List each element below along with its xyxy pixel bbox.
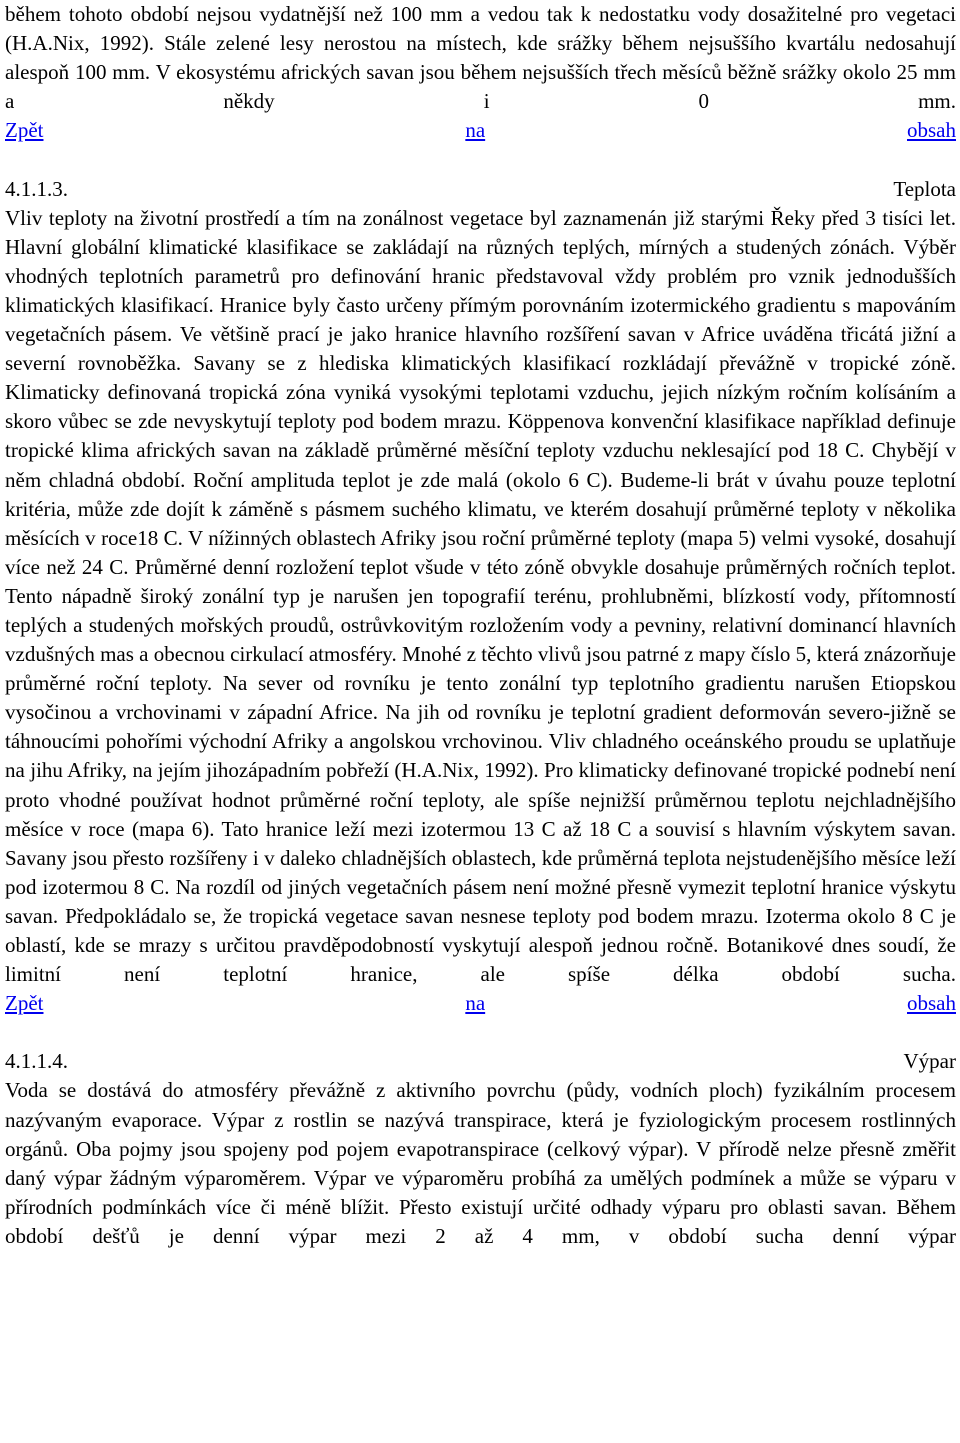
link-back[interactable]: Zpět [5,991,44,1016]
paragraph-temperature: Vliv teploty na životní prostředí a tím na zonálnost vegetace byl zaznamenán již starými Řeky před 3 tisíci let. Hlavní globální klimatické klasifikace se zakládají na různých teplých, mírných a studených zónách. Výběr vhodných teplotních parametrů pro definování hranic představoval vždy problém pro vznik jednodušších klimatických klasifikací. Hranice byly často určeny přímým porovnáním izotermického gradientu s mapováním vegetačních pásem. Ve většině prací je jako hranice hlavního rozšíření savan v Africe uváděna třicátá jižní a severní rovnoběžka. Savany se z hlediska klimatických klasifikací rozkládají převážně v tropické zóně. Klimaticky definovaná tropická zóna vyniká vysokými teplotami vzduchu, jejich nízkým ročním kolísáním a skoro vůbec se zde nevyskytují teploty pod bodem mrazu. Köppenova konvenční klasifikace například definuje tropické klima afrických savan na základě průměrné měsíční teploty vzduchu neklesající pod 18 C. Chybějí v něm chladná období. Roční amplituda teplot je zde malá (okolo 6 C). Budeme-li brát v úvahu pouze teplotní kritéria, může zde dojít k záměně s pásmem suchého klimatu, ve kterém dosahují průměrné teploty v několika měsících v roce18 C. V nížinných oblastech Afriky jsou roční průměrné teploty (mapa 5) velmi vysoké, dosahují více než 24 C. Průměrné denní rozložení teplot všude v této zóně obvykle dosahuje průměrných ročních teplot. Tento nápadně široký zonální typ je narušen jen topografií terénu, prohlubněmi, blízkostí vody, přítomností teplých a studených mořských proudů, ostrůvkovitým rozložením vody a pevniny, relativní dominancí hlavních vzdušných mas a obecnou cirkulací atmosféry. Mnohé z těchto vlivů jsou patrné z mapy číslo 5, která znázorňuje průměrné roční teploty. Na sever od rovníku je tento zonální typ teplotního gradientu narušen Etiopskou vysočinou a vrchovinami v západní Africe. Na jih od rovníku je teplotní gradient deformován severo-jižně se táhnoucími pohořími východní Afriky a angolskou vrchovinou. Vliv chladného oceánského proudu se uplatňuje na jihu Afriky, na jejím jihozápadním pobřeží (H.A.Nix, 1992). Pro klimaticky definované tropické podnebí není proto vhodné používat hodnot průměrné roční teploty, ale spíše nejnižší průměrnou teplotu nejchladnějšího měsíce v roce (mapa 6). Tato hranice leží mezi izotermou 13 C až 18 C a souvisí s hlavním výskytem savan. Savany jsou přesto rozšířeny i v daleko chladnějších oblastech, kde průměrná teplota nejstudenějšího měsíce leží pod izotermou 8 C. Na rozdíl od jiných vegetačních pásem není možné přesně vymezit teplotní hranice výskytu savan. Předpokládalo se, že tropická vegetace savan nesnese teploty pod bodem mrazu. Izoterma okolo 8 C je oblastí, kde se mrazy s určitou pravděpodobností vyskytují alespoň jednou ročně. Botanikové dnes soudí, že limitní není teplotní hranice, ale spíše délka období sucha. [5,205,956,987]
section-title: Teplota [893,176,956,201]
link-to[interactable]: na [465,991,486,1016]
paragraph-evaporation: Voda se dostává do atmosféry převážně z aktivního povrchu (půdy, vodních ploch) fyzikálním procesem nazývaným evaporace. Výpar z rostlin se nazývá transpirace, která je fyziologickým procesem rostlinných orgánů. Oba pojmy jsou spojeny pod pojem evapotranspirace (celkový výpar). V přírodě nelze přesně změřit daný výpar žádným výparoměrem. Výpar ve výparoměru probíhá za umělých podmínek a může se výparu v přírodních podmínkách více či méně blížit. Přesto existují určité odhady výparu pro oblasti savan. Během období dešťů je denní výpar mezi 2 až 4 mm, v období sucha denní výpar [5,1078,956,1248]
blank-line [5,1018,956,1047]
paragraph-precipitation: během tohoto období nejsou vydatnější než 100 mm a vedou tak k nedostatku vody dosažitelné pro vegetaci (H.A.Nix, 1992). Stále zelené lesy nerostou na místech, kde srážky během nejsuššího kvartálu nedosahují alespoň 100 mm. V ekosystému afrických savan jsou během nejsušších třech měsíců běžně srážky okolo 25 mm a někdy i 0 mm. [5,2,956,114]
link-contents[interactable]: obsah [907,991,956,1016]
section-heading-evaporation [5,1047,956,1076]
section-number: 4.1.1.4. [5,1049,68,1074]
link-back[interactable]: Zpět [5,118,44,143]
nav-back-to-contents-1[interactable] [5,116,956,145]
link-to[interactable]: na [465,118,486,143]
section-heading-temperature [5,175,956,204]
section-title: Výpar [903,1049,956,1074]
blank-line [5,145,956,174]
nav-back-to-contents-2[interactable] [5,989,956,1018]
section-number: 4.1.1.3. [5,176,68,201]
link-contents[interactable]: obsah [907,118,956,143]
